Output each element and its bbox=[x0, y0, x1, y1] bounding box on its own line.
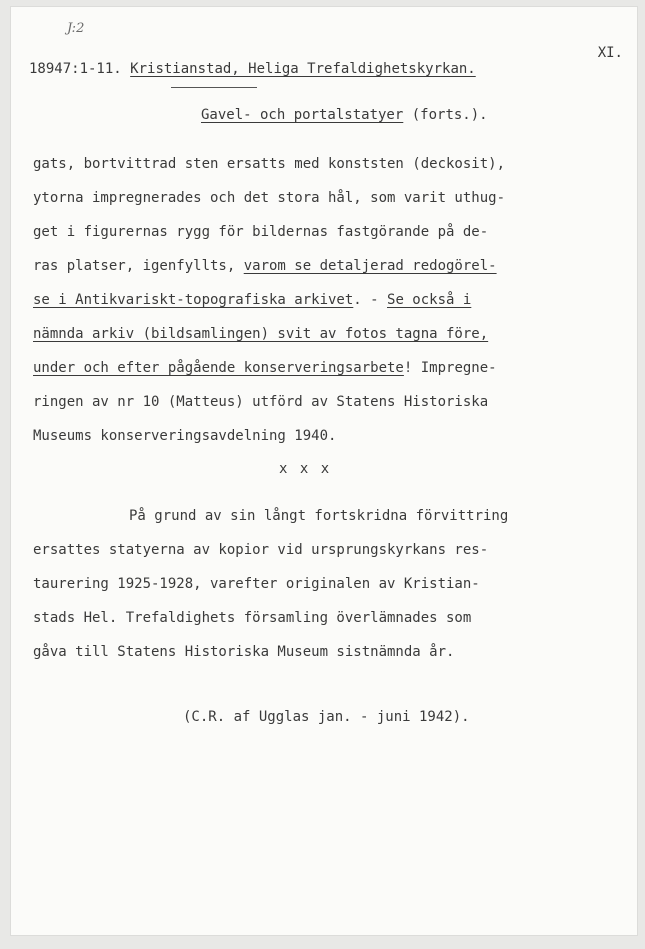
text-line: På grund av sin långt fortskridna förvittring bbox=[129, 508, 509, 524]
section-separator: x x x bbox=[279, 461, 332, 477]
paragraph-1 bbox=[33, 147, 633, 453]
text-line: ersattes statyerna av kopior vid ursprungskyrkans res- bbox=[33, 542, 489, 558]
text-line: gats, bortvittrad sten ersatts med konststen (deckosit), bbox=[33, 156, 506, 172]
card-header bbox=[29, 61, 476, 77]
text-line bbox=[33, 351, 633, 385]
text-line: Museums konserveringsavdelning 1940. bbox=[33, 428, 337, 444]
subtitle-suffix: (forts.). bbox=[411, 107, 488, 123]
catalog-reference: 18947:1-11. bbox=[29, 61, 122, 77]
text-line: nämnda arkiv (bildsamlingen) svit av fotos tagna före, bbox=[33, 326, 489, 342]
text-line: taurering 1925-1928, varefter originalen av Kristian- bbox=[33, 576, 480, 592]
underlined-reference: Se också i bbox=[387, 292, 472, 308]
underlined-reference: se i Antikvariskt-topografiska arkivet bbox=[33, 292, 354, 308]
section-subtitle bbox=[201, 107, 488, 123]
text-line: stads Hel. Trefaldighets församling överlämnades som bbox=[33, 610, 472, 626]
text-segment: ras platser, igenfyllts, bbox=[33, 258, 244, 274]
paragraph-2 bbox=[33, 499, 633, 669]
text-line: get i figurernas rygg för bildernas fastgörande på de- bbox=[33, 224, 489, 240]
catalog-card bbox=[10, 6, 638, 936]
page-number: XI. bbox=[597, 45, 623, 61]
text-line: gåva till Statens Historiska Museum sistnämnda år. bbox=[33, 644, 455, 660]
text-line bbox=[33, 283, 633, 317]
text-line: ytorna impregnerades och det stora hål, som varit uthug- bbox=[33, 190, 506, 206]
text-segment: . - bbox=[353, 292, 388, 308]
text-segment: ! Impregne- bbox=[403, 360, 497, 376]
card-title: Kristianstad, Heliga Trefaldighetskyrkan. bbox=[130, 61, 476, 77]
text-line bbox=[33, 249, 633, 283]
header-rule bbox=[171, 87, 257, 88]
text-line: ringen av nr 10 (Matteus) utförd av Statens Historiska bbox=[33, 394, 489, 410]
subtitle-main: Gavel- och portalstatyer bbox=[201, 107, 404, 123]
author-signature: (C.R. af Ugglas jan. - juni 1942). bbox=[183, 709, 470, 725]
underlined-reference: varom se detaljerad redogörel- bbox=[243, 258, 497, 274]
handwritten-annotation: J:2 bbox=[67, 21, 85, 36]
underlined-reference: under och efter pågående konserveringsarbete bbox=[33, 360, 404, 376]
